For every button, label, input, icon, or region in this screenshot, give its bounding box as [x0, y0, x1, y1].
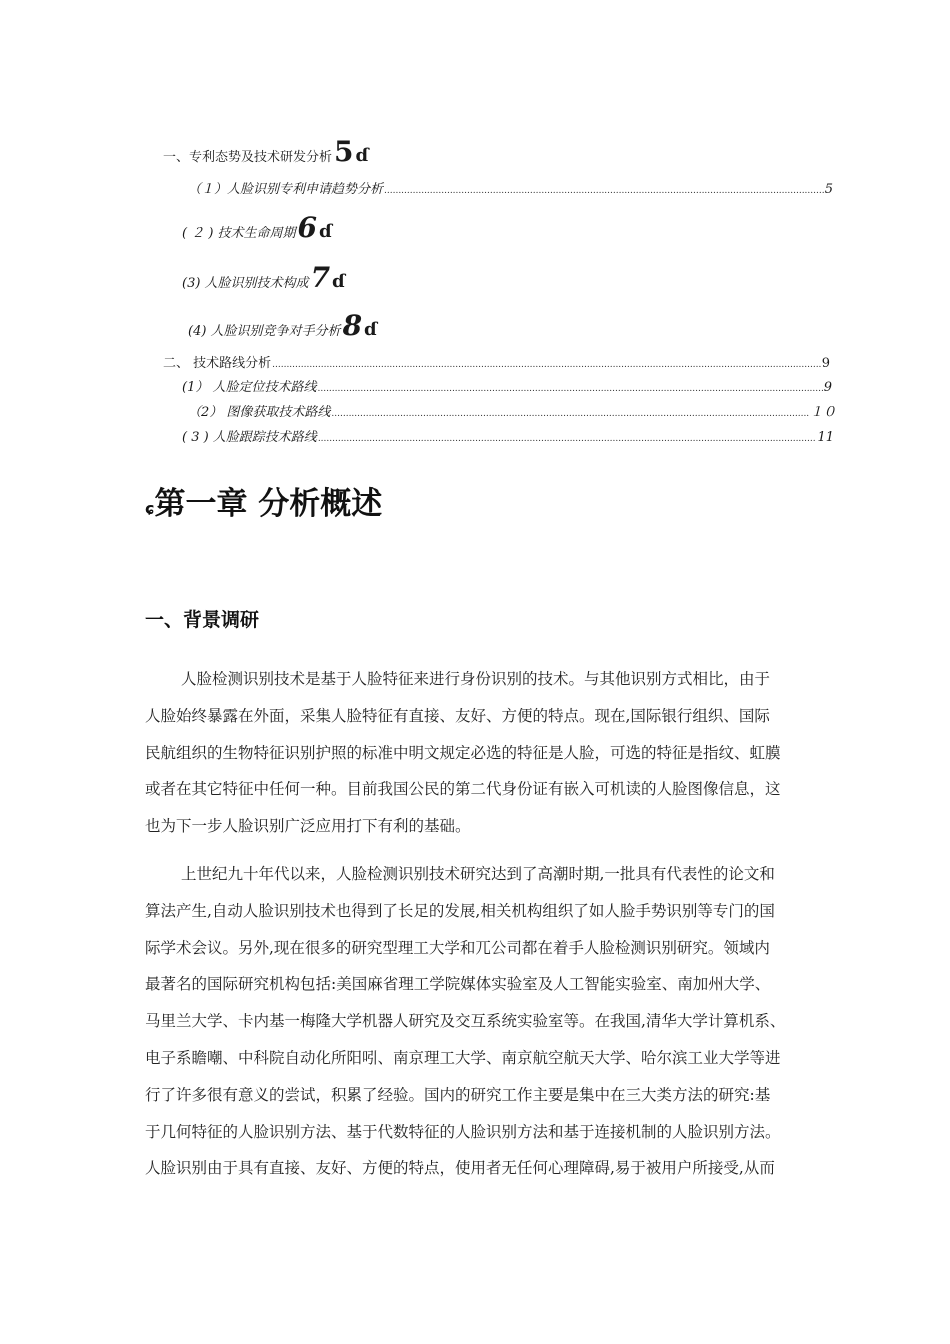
- paragraph-line: 上世纪九十年代以来，人脸检测识别技术研究达到了高潮时期,一批具有代表性的论文和: [181, 865, 775, 883]
- toc-entry[interactable]: [182, 261, 346, 294]
- toc-entry-page: 7: [310, 261, 331, 294]
- field-mark: ɗ: [364, 319, 378, 340]
- field-mark: ɗ: [319, 221, 333, 242]
- paragraph-line: 电子系瞻嘲、中科院自动化所阳吲、南京理工大学、南京航空航天大学、哈尔滨工业大学等进: [145, 1048, 781, 1067]
- paragraph-line: 民航组织的生物特征识别护照的标准中明文规定必选的特征是人脸，可选的特征是指纹、虹膜: [145, 743, 781, 762]
- toc-entry-page: 5: [824, 182, 833, 197]
- toc-entry[interactable]: [182, 426, 834, 445]
- paragraph-line: 际学术会议。另外,现在很多的研究型理工大学和兀公司都在着手人脸检测识别研究。领域内: [145, 938, 770, 957]
- toc-leader-dots: [272, 356, 821, 371]
- body-paragraph: [145, 856, 835, 1187]
- toc-leader-dots: [318, 430, 817, 445]
- paragraph-line: 人脸始终暴露在外面，采集人脸特征有直接、友好、方便的特点。现在,国际银行组织、国际: [145, 706, 770, 725]
- paragraph-line: 人脸检测识别技术是基于人脸特征来进行身份识别的技术。与其他识别方式相比，由于: [181, 670, 771, 688]
- body-paragraph: [145, 661, 835, 845]
- toc-entry-label: （2） 图像获取技术路线: [188, 405, 331, 420]
- toc-entry[interactable]: [188, 309, 378, 342]
- toc-leader-dots: [331, 405, 809, 420]
- toc-entry-label: ( ２ ) 技术生命周期: [182, 226, 296, 241]
- toc-leader-dots: [384, 182, 824, 197]
- toc-entry[interactable]: [182, 376, 832, 395]
- toc-entry[interactable]: [163, 135, 369, 168]
- toc-entry-page: 11: [817, 430, 834, 445]
- toc-leader-dots: [317, 380, 822, 395]
- paragraph-line: 行了许多很有意义的尝试，积累了经验。国内的研究工作主要是集中在三大类方法的研究:基: [145, 1085, 771, 1104]
- toc-entry-label: 一、专利态势及技术研发分析: [163, 150, 333, 165]
- paragraph-line: 马里兰大学、卡内基一梅隆大学机器人研究及交互系统实验室等。在我国,清华大学计算机系、: [145, 1012, 786, 1031]
- section-title: 一、背景调研: [145, 609, 260, 631]
- toc-entry-label: 二、 技术路线分析: [163, 356, 272, 371]
- paragraph-line: 也为下一步人脸识别广泛应用打下有利的基础。: [145, 817, 471, 836]
- toc-entry-page: 5: [334, 135, 354, 168]
- toc-entry-label: (4) 人脸识别竞争对手分析: [188, 324, 341, 339]
- paragraph-line: 算法产生,自动人脸识别技术也得到了长足的发展,相关机构组织了如人脸手势识别等专门的国: [145, 901, 775, 920]
- paragraph-line: 人脸识别由于具有直接、友好、方便的特点，使用者无任何心理障碍,易于被用户所接受,从而: [145, 1159, 775, 1178]
- chapter-title: [145, 478, 382, 523]
- toc-entry-label: ( 3 ) 人脸跟踪技术路线: [182, 430, 317, 445]
- toc-entry[interactable]: [182, 211, 333, 244]
- toc-entry-label: (1） 人脸定位技术路线: [182, 380, 317, 395]
- toc-entry-label: (3) 人脸识别技术构成: [182, 276, 309, 291]
- toc-entry-label: （１）人脸识别专利申请趋势分析: [188, 182, 384, 197]
- field-mark: ɗ: [355, 145, 369, 166]
- toc-entry-page: 9: [821, 356, 830, 371]
- field-mark: ɗ: [332, 271, 346, 292]
- toc-entry-page: 9: [823, 380, 832, 395]
- paragraph-line: 最著名的国际研究机构包括:美国麻省理工学院媒体实验室及人工智能实验室、南加州大学、: [145, 975, 771, 994]
- toc-entry-page: 6: [297, 211, 318, 244]
- toc-entry-page: １０: [809, 405, 836, 420]
- paragraph-line: 于几何特征的人脸识别方法、基于代数特征的人脸识别方法和基于连接机制的人脸识别方法。: [145, 1122, 781, 1141]
- chapter-title-text: 第一章 分析概述: [154, 486, 383, 522]
- toc-entry[interactable]: [188, 178, 833, 197]
- toc-entry[interactable]: [163, 352, 830, 371]
- toc-entry[interactable]: [188, 401, 836, 420]
- heading-mark: ɕ: [145, 499, 155, 518]
- toc-entry-page: 8: [342, 309, 363, 342]
- paragraph-line: 或者在其它特征中任何一种。目前我国公民的第二代身份证有嵌入可机读的人脸图像信息，这: [145, 780, 781, 799]
